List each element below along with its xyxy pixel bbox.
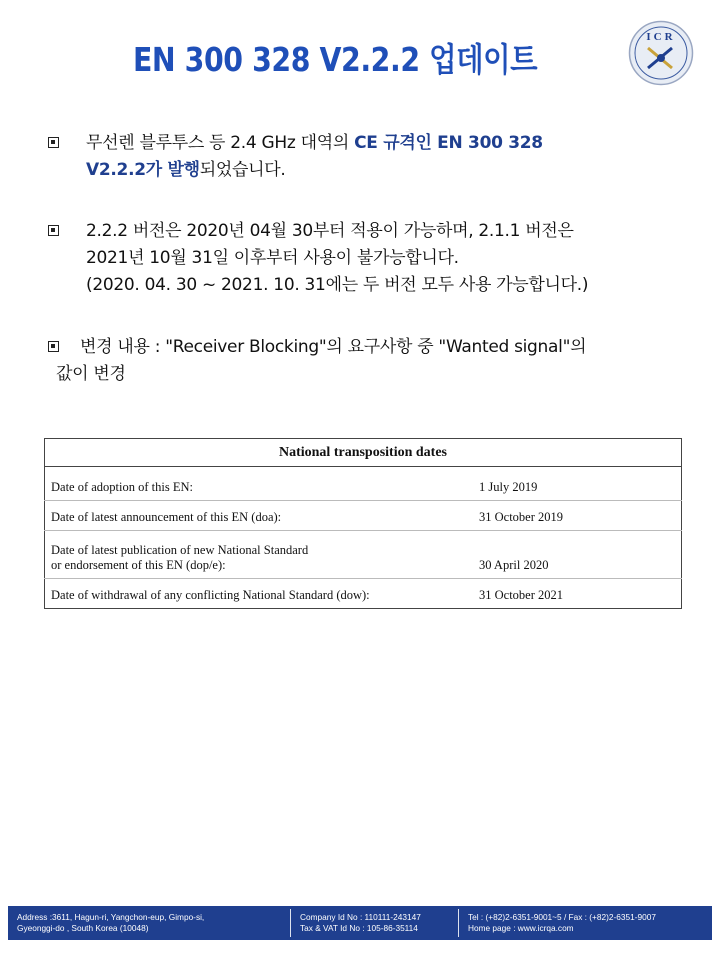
row-value: 1 July 2019: [473, 467, 682, 501]
footer-address: [17, 912, 287, 934]
footer-company-line: Company Id No : 110111-243147: [300, 912, 421, 922]
table-header: National transposition dates: [45, 439, 682, 467]
bullet-change-content: [46, 334, 676, 388]
highlight-text: V2.2.2가 발행: [86, 160, 200, 180]
row-value: 31 October 2019: [473, 501, 682, 531]
footer-company-line: Tax & VAT Id No : 105-86-35114: [300, 923, 418, 933]
footer-address-line: Gyeonggi-do , South Korea (10048): [17, 923, 149, 933]
icr-logo: [628, 20, 694, 86]
footer-contact-line: Tel : (+82)2-6351-9001~5 / Fax : (+82)2-6351-9007: [468, 912, 656, 922]
row-label: Date of latest announcement of this EN (doa):: [45, 501, 474, 531]
table-row: [45, 467, 682, 501]
bullet-text-continuation: 2021년 10월 31일 이후부터 사용이 불가능합니다.: [86, 248, 459, 268]
page-footer: [8, 906, 712, 940]
bullet-text-continuation: [86, 157, 676, 184]
bullet-version-dates: [46, 218, 676, 299]
square-bullet-icon: [48, 225, 59, 236]
footer-company-ids: [300, 912, 450, 934]
footer-contact: [468, 912, 708, 934]
footer-divider: [290, 909, 291, 937]
bullet-text-continuation: 값이 변경: [56, 364, 126, 384]
bullet-text: 2.2.2 버전은 2020년 04월 30부터 적용이 가능하며, 2.1.1 버전은: [86, 221, 574, 241]
footer-divider: [458, 909, 459, 937]
bullet-text-continuation: (2020. 04. 30 ~ 2021. 10. 31에는 두 버전 모두 사용 가능합니다.): [86, 275, 589, 295]
table-row: [45, 531, 682, 579]
bullet-ce-standard: [46, 130, 676, 184]
square-bullet-icon: [48, 341, 59, 352]
table-row: [45, 501, 682, 531]
table-row: [45, 579, 682, 609]
row-label-line: or endorsement of this EN (dop/e):: [51, 558, 226, 572]
bullet-text-part: 되었습니다.: [199, 160, 286, 180]
row-label: [45, 531, 474, 579]
row-label: Date of adoption of this EN:: [45, 467, 474, 501]
national-transposition-table: [44, 438, 682, 609]
bullet-text-part: 무선렌 블루투스 등 2.4 GHz 대역의: [86, 133, 355, 153]
row-label-line: Date of latest publication of new National Standard: [51, 543, 309, 557]
highlight-text: CE 규격인 EN 300 328: [354, 133, 543, 153]
bullet-text: [86, 130, 676, 157]
bullet-text: 변경 내용 : "Receiver Blocking"의 요구사항 중 "Wanted signal"의: [80, 337, 587, 357]
row-label: Date of withdrawal of any conflicting National Standard (dow):: [45, 579, 474, 609]
square-bullet-icon: [48, 137, 59, 148]
row-value: 30 April 2020: [473, 531, 682, 579]
logo-text: ICR: [646, 31, 676, 43]
row-value: 31 October 2021: [473, 579, 682, 609]
footer-address-line: Address :3611, Hagun-ri, Yangchon-eup, Gimpo-si,: [17, 912, 205, 922]
page-title: EN 300 328 V2.2.2 업데이트: [132, 40, 538, 79]
footer-homepage-link[interactable]: Home page : www.icrqa.com: [468, 923, 574, 933]
